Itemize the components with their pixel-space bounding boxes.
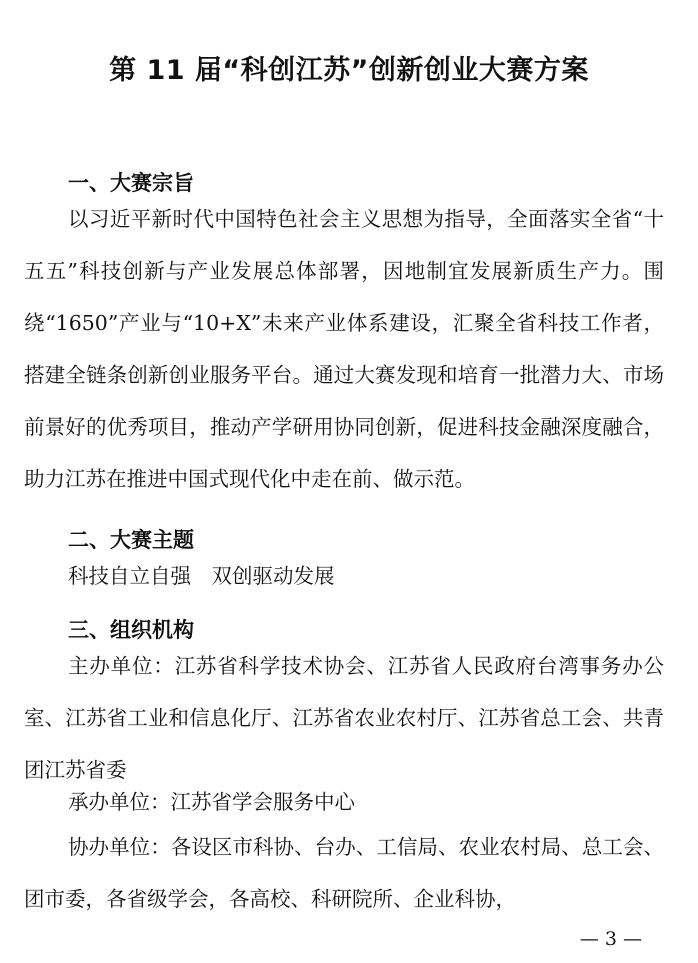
organizer-host-label: 主办单位： [68,654,175,678]
theme-paragraph: 科技自立自强 双创驱动发展 [68,564,335,588]
organizer-host [24,640,664,796]
section-heading-organization: 三、组织机构 [68,618,194,642]
purpose-paragraph: 以习近平新时代中国特色社会主义思想为指导，全面落实全省“十五五”科技创新与产业发展总体部署，因地制宜发展新质生产力。围绕“1650”产业与“10+X”未来产业体系建设，汇聚全省科技工作者，搭建全链条创新创业服务平台。通过大赛发现和培育一批潜力大、市场前景好的优秀项目，推动产学研用协同创新，促进科技金融深度融合，助力江苏在推进中国式现代化中走在前、做示范。 [24,207,664,491]
document-title: 第 11 届“科创江苏”创新创业大赛方案 [109,55,589,86]
organizer-undertaker-label: 承办单位： [68,790,171,814]
page-number: — 3 — [579,928,642,950]
organizer-host-text: 江苏省科学技术协会、江苏省人民政府台湾事务办公室、江苏省工业和信息化厅、江苏省农业农村厅、江苏省总工会、共青团江苏省委 [24,654,665,782]
section-heading-theme: 二、大赛主题 [68,528,194,552]
section-heading-purpose: 一、大赛宗旨 [68,171,194,195]
organizer-coorganizer-text: 各设区市科协、台办、工信局、农业农村局、总工会、团市委，各省级学会，各高校、科研院所、企业科协， [24,835,665,911]
organizer-coorganizer [24,821,664,925]
organizer-undertaker-text: 江苏省学会服务中心 [170,790,355,814]
organizer-coorganizer-label: 协办单位： [68,835,171,859]
